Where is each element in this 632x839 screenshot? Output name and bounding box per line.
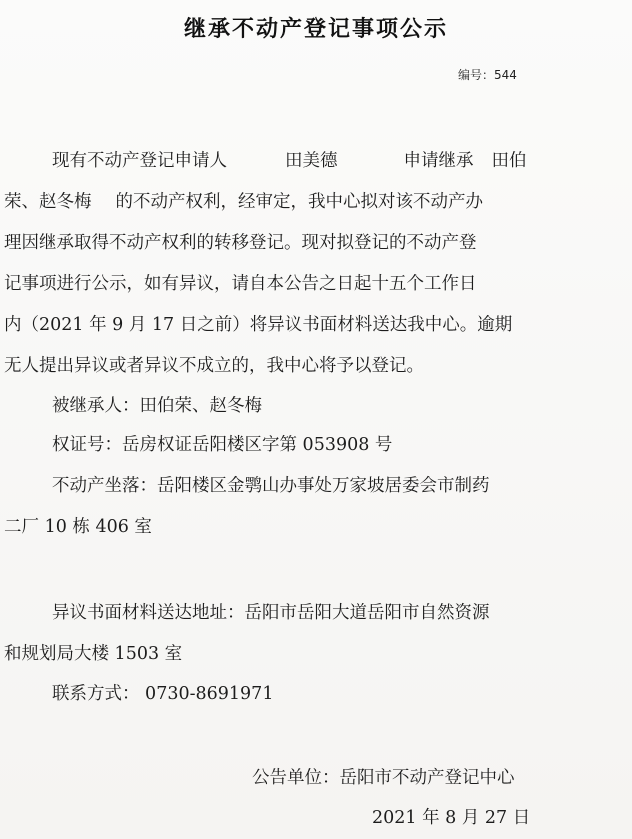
issuer-line: 公告单位：岳阳市不动产登记中心 <box>252 768 515 788</box>
decedent-name-start: 田伯 <box>491 151 527 171</box>
document-title: 继承不动产登记事项公示 <box>183 17 448 42</box>
applicant-name: 田美德 <box>285 151 338 171</box>
apply-inherit-text: 申请继承 <box>403 151 474 171</box>
address-line-1: 异议书面材料送达地址：岳阳市岳阳大道岳阳市自然资源 <box>52 603 490 623</box>
location-line-1: 不动产坐落：岳阳楼区金鹗山办事处万家坡居委会市制药 <box>52 476 490 496</box>
document-number: 编号：544 <box>458 68 517 82</box>
certificate-line: 权证号：岳房权证岳阳楼区字第 053908 号 <box>52 435 393 455</box>
paragraph-line-3: 理因继承取得不动产权利的转移登记。现对拟登记的不动产登 <box>4 233 477 253</box>
paragraph-line-5: 内（2021 年 9 月 17 日之前）将异议书面材料送达我中心。逾期 <box>4 315 513 335</box>
paragraph-line-2 <box>4 188 483 213</box>
rights-text: 的不动产权利，经审定，我中心拟对该不动产办 <box>115 192 483 212</box>
decedent-name-end: 荣、赵冬梅 <box>4 192 92 212</box>
location-line-2: 二厂 10 栋 406 室 <box>4 517 152 537</box>
date-line: 2021 年 8 月 27 日 <box>372 808 531 828</box>
intro-text: 现有不动产登记申请人 <box>52 151 227 171</box>
paragraph-line-1 <box>52 147 527 172</box>
contact-line: 联系方式： 0730-8691971 <box>52 684 274 704</box>
address-line-2: 和规划局大楼 1503 室 <box>4 644 183 664</box>
paragraph-line-6: 无人提出异议或者异议不成立的，我中心将予以登记。 <box>4 356 424 376</box>
decedent-line: 被继承人：田伯荣、赵冬梅 <box>52 396 262 416</box>
paragraph-line-4: 记事项进行公示，如有异议，请自本公告之日起十五个工作日 <box>4 274 477 294</box>
